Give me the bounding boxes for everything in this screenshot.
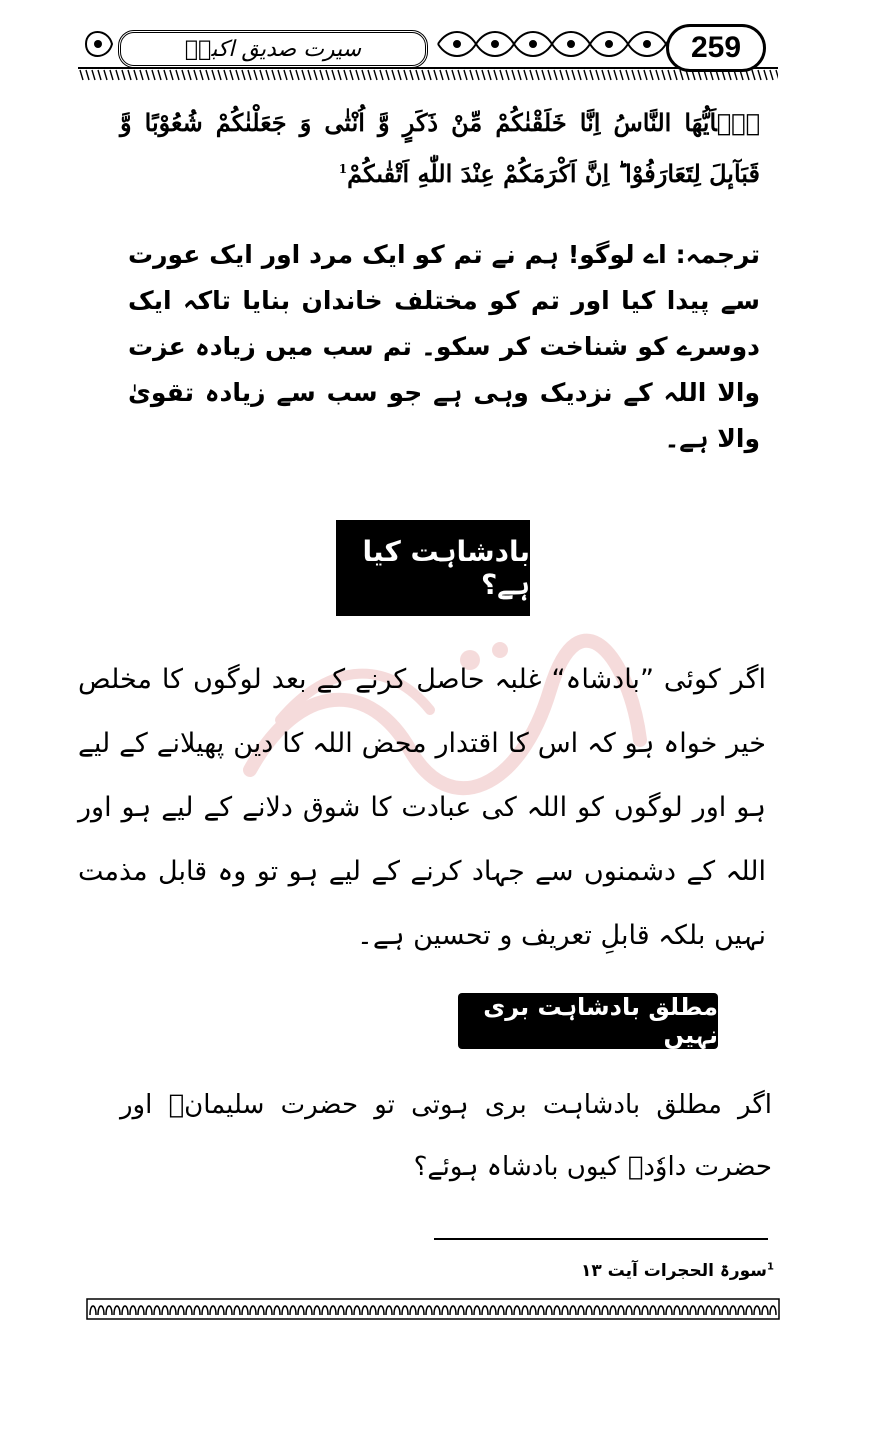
header-title: سیرت صدیق اکبرؓ <box>184 36 362 62</box>
footer-border-icon <box>86 1298 780 1320</box>
verse-translation: ترجمہ: اے لوگو! ہم نے تم کو ایک مرد اور ایک عورت سے پیدا کیا اور تم کو مختلف خاندان بنایا تاکہ ایک دوسرے کو شناخت کر سکو۔ تم سب میں زیادہ عزت والا اللہ کے نزدیک وہی ہے جو سب سے زیادہ تقویٰ والا ہے۔ <box>128 240 760 453</box>
sub-heading <box>458 993 718 1049</box>
footnote-divider <box>434 1238 768 1240</box>
body-paragraph: اگر کوئی ”بادشاہ“ غلبہ حاصل کرنے کے بعد لوگوں کا مخلص خیر خواہ ہو کہ اس کا اقتدار محض اللہ کا دین پھیلانے کے لیے ہو اور لوگوں کو اللہ کی عبادت کا شوق دلانے کے لیے ہو اور اللہ کے دشمنوں سے جہاد کرنے کے لیے ہو تو وہ قابل مذمت نہیں بلکہ قابلِ تعریف و تحسین ہے۔ <box>78 664 766 951</box>
section-heading <box>336 520 530 616</box>
sub-heading-text: مطلق بادشاہت بری نہیں <box>483 993 718 1049</box>
verse-footnote-ref: 1 <box>338 162 348 176</box>
page-header <box>78 14 778 84</box>
verse-text: یٰۤاَیُّهَا النَّاسُ اِنَّا خَلَقْنٰكُمْ مِّنْ ذَكَرٍ وَّ اُنْثٰى وَ جَعَلْنٰكُمْ شُعُوْبًا وَّ قَبَآىٕلَ لِتَعَارَفُوْا ؕ اِنَّ اَكْرَمَكُمْ عِنْدَ اللّٰهِ اَتْقٰىكُمْ <box>120 108 760 188</box>
footnote-marker: 1 <box>767 1261 774 1273</box>
closing-paragraph: اگر مطلق بادشاہت بری ہوتی تو حضرت سلیمانؑ اور حضرت داوٗدؑ کیوں بادشاہ ہوئے؟ <box>120 1090 772 1182</box>
page-number: 259 <box>690 31 742 64</box>
header-title-frame <box>118 30 428 68</box>
footnote <box>440 1260 774 1281</box>
page-number-frame <box>666 24 766 72</box>
footnote-text: سورۃ الحجرات آیت ۱۳ <box>580 1261 768 1281</box>
quranic-verse <box>120 100 760 197</box>
section-heading-text: بادشاہت کیا ہے؟ <box>362 535 530 601</box>
